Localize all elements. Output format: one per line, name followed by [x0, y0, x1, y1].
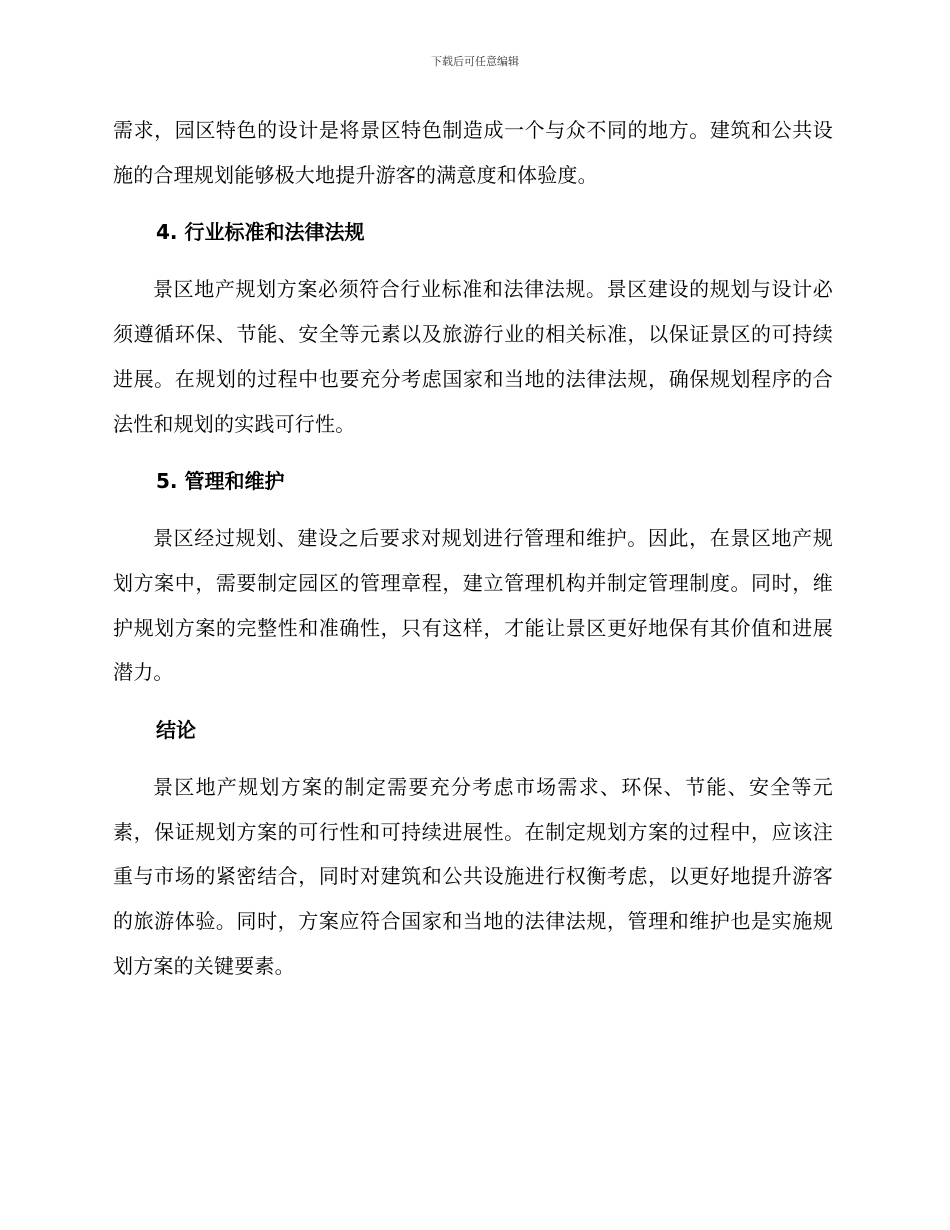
section-heading-5: 5. 管理和维护 [156, 469, 285, 494]
section-heading-4: 4. 行业标准和法律法规 [156, 220, 365, 245]
paragraph-section-4: 景区地产规划方案必须符合行业标准和法律法规。景区建设的规划与设计必须遵循环保、节能、安全等元素以及旅游行业的相关标准，以保证景区的可持续进展。在规划的过程中也要充分考虑国家和当地的法律法规，确保规划程序的合法性和规划的实践可行性。 [113, 277, 833, 436]
paragraph-conclusion: 景区地产规划方案的制定需要充分考虑市场需求、环保、节能、安全等元素，保证规划方案的可行性和可持续进展性。在制定规划方案的过程中，应该注重与市场的紧密结合，同时对建筑和公共设施进行权衡考虑，以更好地提升游客的旅游体验。同时，方案应符合国家和当地的法律法规，管理和维护也是实施规划方案的关键要素。 [113, 775, 833, 978]
document-body [113, 108, 833, 989]
paragraph-section-5: 景区经过规划、建设之后要求对规划进行管理和维护。因此，在景区地产规划方案中，需要制定园区的管理章程，建立管理机构并制定管理制度。同时，维护规划方案的完整性和准确性，只有这样，才能让景区更好地保有其价值和进展潜力。 [113, 526, 833, 685]
page-header: 下载后可任意编辑 [431, 55, 519, 68]
paragraph-continuation: 需求，园区特色的设计是将景区特色制造成一个与众不同的地方。建筑和公共设施的合理规划能够极大地提升游客的满意度和体验度。 [113, 118, 833, 187]
section-heading-conclusion: 结论 [156, 718, 196, 743]
